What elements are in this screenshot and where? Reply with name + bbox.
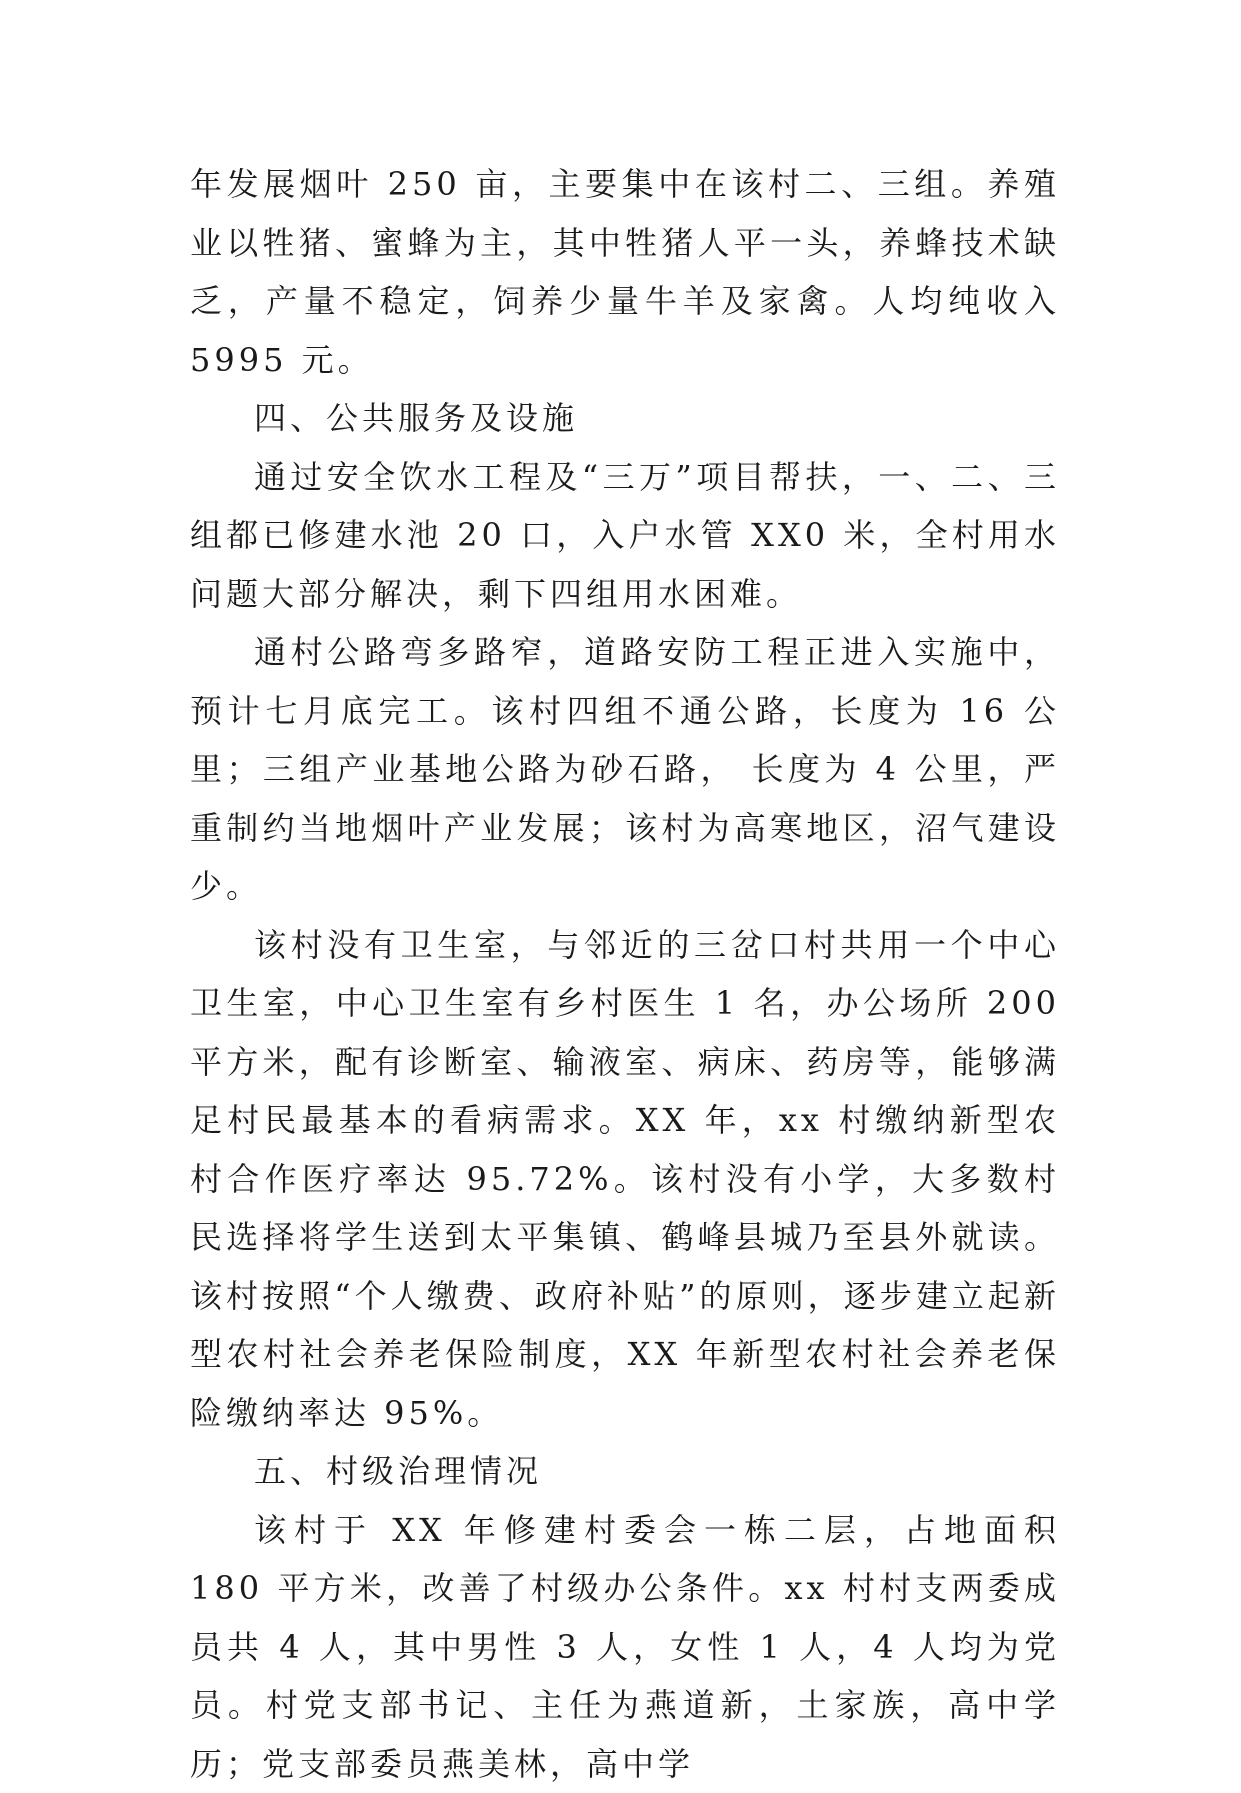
- paragraph-health-education: 该村没有卫生室，与邻近的三岔口村共用一个中心卫生室，中心卫生室有乡村医生 1 名，办公场所 200 平方米，配有诊断室、输液室、病床、药房等，能够满足村民最基本的看病需求。XX 年，xx 村缴纳新型农村合作医疗率达 95.72%。该村没有小学，大多数村民选择将学生送到太平集镇、鹤峰县城乃至县外就读。该村按照“个人缴费、政府补贴”的原则，逐步建立起新型农村社会养老保险制度，XX 年新型农村社会养老保险缴纳率达 95%。: [190, 916, 1060, 1443]
- section-heading-public-services: 四、公共服务及设施: [190, 389, 1060, 448]
- paragraph-water: 通过安全饮水工程及“三万”项目帮扶，一、二、三组都已修建水池 20 口，入户水管 XX0 米，全村用水问题大部分解决，剩下四组用水困难。: [190, 448, 1060, 624]
- section-heading-village-governance: 五、村级治理情况: [190, 1442, 1060, 1501]
- paragraph-governance: 该村于 XX 年修建村委会一栋二层，占地面积 180 平方米，改善了村级办公条件。xx 村村支两委成员共 4 人，其中男性 3 人，女性 1 人，4 人均为党员。村党支部书记、主任为燕道新，土家族，高中学历；党支部委员燕美林，高中学: [190, 1501, 1060, 1793]
- paragraph-agriculture: 年发展烟叶 250 亩，主要集中在该村二、三组。养殖业以牲猪、蜜蜂为主，其中牲猪人平一头，养蜂技术缺乏，产量不稳定，饲养少量牛羊及家禽。人均纯收入 5995 元。: [190, 155, 1060, 389]
- paragraph-roads: 通村公路弯多路窄，道路安防工程正进入实施中，预计七月底完工。该村四组不通公路，长度为 16 公里；三组产业基地公路为砂石路， 长度为 4 公里，严重制约当地烟叶产业发展；该村为高寒地区，沼气建设少。: [190, 623, 1060, 916]
- document-body: [190, 155, 1060, 1793]
